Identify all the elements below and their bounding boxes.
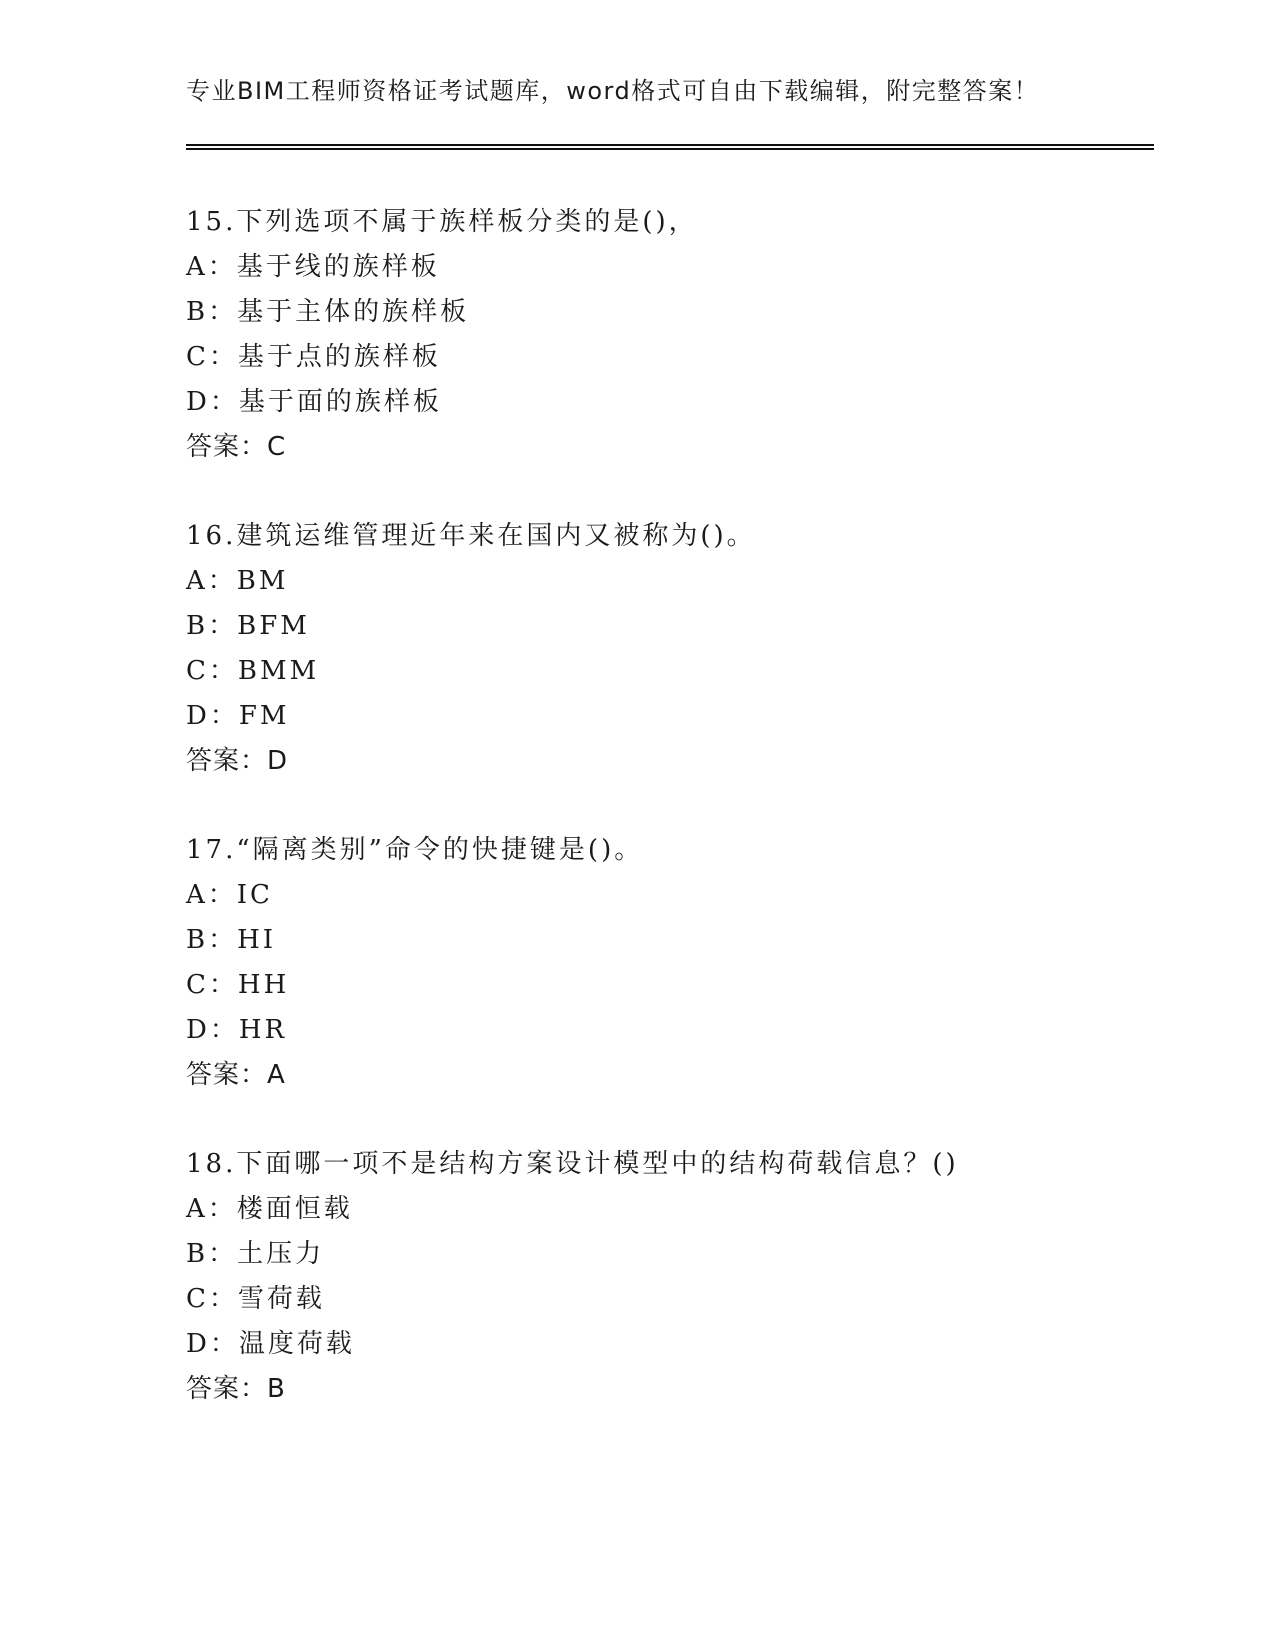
header-double-rule xyxy=(186,144,1154,150)
option-d: D：基于面的族样板 xyxy=(186,387,442,417)
option-a: A：BM xyxy=(186,566,289,596)
option-d: D：FM xyxy=(186,701,290,731)
option-c: C：BMM xyxy=(186,656,320,686)
question-stem: 15.下列选项不属于族样板分类的是()， xyxy=(186,207,698,237)
option-b: B：BFM xyxy=(186,611,310,641)
answer: 答案：A xyxy=(186,1060,286,1090)
option-a: A：楼面恒载 xyxy=(186,1194,353,1224)
question-15 xyxy=(186,200,1156,470)
option-b: B：HI xyxy=(186,925,277,955)
question-list xyxy=(186,200,1156,1456)
option-b: B：基于主体的族样板 xyxy=(186,297,470,327)
question-17 xyxy=(186,828,1156,1098)
answer: 答案：C xyxy=(186,432,287,462)
option-d: D：温度荷载 xyxy=(186,1329,355,1359)
question-stem: 16.建筑运维管理近年来在国内又被称为()。 xyxy=(186,521,756,551)
option-a: A：基于线的族样板 xyxy=(186,252,440,282)
option-c: C：雪荷载 xyxy=(186,1284,325,1314)
option-a: A：IC xyxy=(186,880,273,910)
question-18 xyxy=(186,1142,1156,1412)
option-d: D：HR xyxy=(186,1015,288,1045)
option-b: B：土压力 xyxy=(186,1239,325,1269)
answer: 答案：D xyxy=(186,746,289,776)
question-stem: 18.下面哪一项不是结构方案设计模型中的结构荷载信息？() xyxy=(186,1149,959,1179)
page-header: 专业BIM工程师资格证考试题库，word格式可自由下载编辑，附完整答案！ xyxy=(186,77,1040,105)
option-c: C：HH xyxy=(186,970,290,1000)
option-c: C：基于点的族样板 xyxy=(186,342,441,372)
question-16 xyxy=(186,514,1156,784)
question-stem: 17.“隔离类别”命令的快捷键是()。 xyxy=(186,835,644,865)
answer: 答案：B xyxy=(186,1374,286,1404)
